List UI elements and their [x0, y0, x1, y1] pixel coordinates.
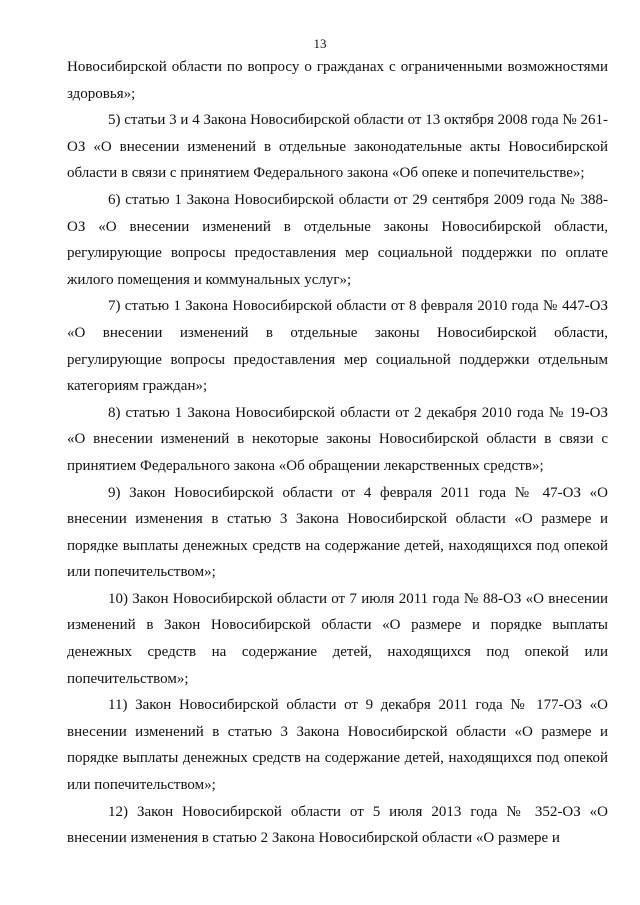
paragraph-item-10: 10) Закон Новосибирской области от 7 июля 2011 года № 88-ОЗ «О внесении изменений в Закон Новосибирской области «О размере и порядке выплаты денежных средств на содержание детей, находящихся под опекой или попечительством»; — [67, 590, 608, 687]
document-body — [67, 54, 608, 852]
paragraph-item-6: 6) статью 1 Закона Новосибирской области от 29 сентября 2009 года № 388-ОЗ «О внесении изменений в отдельные законы Новосибирской области, регулирующие вопросы предоставления мер социальной поддержки по оплате жилого помещения и коммунальных услуг»; — [67, 191, 608, 288]
page-number: 13 — [313, 36, 327, 51]
paragraph-item-8: 8) статью 1 Закона Новосибирской области от 2 декабря 2010 года № 19-ОЗ «О внесении изменений в некоторые законы Новосибирской области в связи с принятием Федерального закона «Об обращении лекарственных средств»; — [67, 404, 608, 474]
paragraph-item-7: 7) статью 1 Закона Новосибирской области от 8 февраля 2010 года № 447-ОЗ «О внесении изменений в отдельные законы Новосибирской области, регулирующие вопросы предоставления мер социальной поддержки отдельным категориям граждан»; — [67, 298, 608, 395]
paragraph-continuation: Новосибирской области по вопросу о гражданах с ограниченными возможностями здоровья»; — [67, 59, 608, 102]
paragraph-item-12: 12) Закон Новосибирской области от 5 июля 2013 года № 352-ОЗ «О внесении изменения в статью 2 Закона Новосибирской области «О размере и — [67, 803, 608, 847]
paragraph-item-11: 11) Закон Новосибирской области от 9 декабря 2011 года № 177-ОЗ «О внесении изменений в статью 3 Закона Новосибирской области «О размере и порядке выплаты денежных средств на содержание детей, находящихся под опекой или попечительством»; — [67, 697, 608, 794]
paragraph-item-9: 9) Закон Новосибирской области от 4 февраля 2011 года № 47-ОЗ «О внесении изменения в статью 3 Закона Новосибирской области «О размере и порядке выплаты денежных средств на содержание детей, находящихся под опекой или попечительством»; — [67, 484, 608, 581]
paragraph-item-5: 5) статьи 3 и 4 Закона Новосибирской области от 13 октября 2008 года № 261-ОЗ «О внесении изменений в отдельные законодательные акты Новосибирской области в связи с принятием Федерального закона «Об опеке и попечительстве»; — [67, 112, 608, 182]
